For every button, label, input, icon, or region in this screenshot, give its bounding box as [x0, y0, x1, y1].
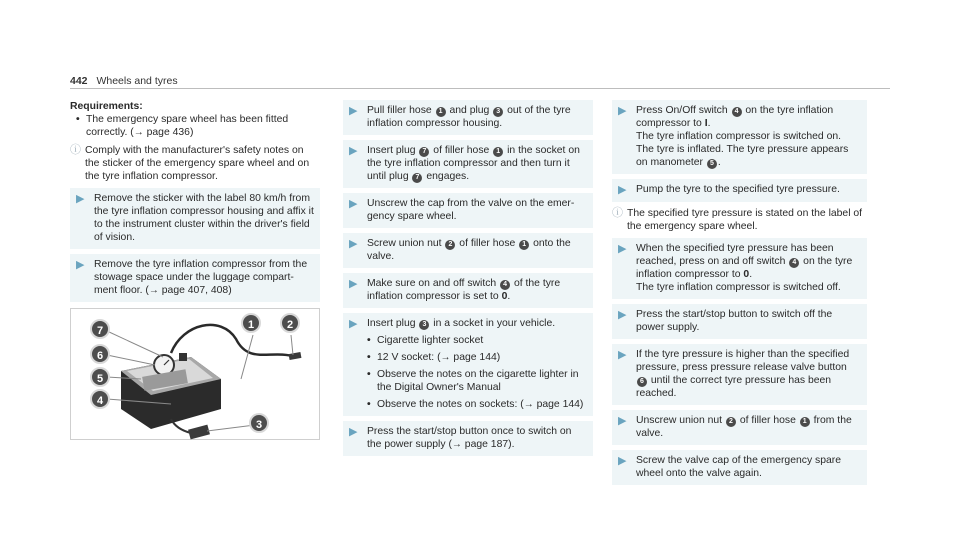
step-arrow-icon: ▶ — [618, 243, 627, 255]
step-arrow-icon: ▶ — [349, 105, 358, 117]
step-arrow-icon: ▶ — [349, 145, 358, 157]
callout-6: 6 — [90, 344, 110, 364]
step-remove-sticker: ▶ Remove the sticker with the label 80 km/h from the tyre inflation compressor housing and affix it to the instrument cluster within the driver's field of vision. — [70, 188, 320, 249]
step-power-on: ▶ Press the start/stop button once to switch on the power supply (→ page 187). — [343, 421, 593, 456]
list-item: • Cigarette lighter socket — [367, 335, 484, 346]
pressure-note: ⓘ The specified tyre pressure is stated on the label of the emergency spare wheel. — [612, 207, 863, 232]
callout-7: 7 — [90, 319, 110, 339]
arrow-right-icon: → — [148, 285, 159, 296]
step-arrow-icon: ▶ — [349, 198, 358, 210]
page-header — [70, 75, 178, 87]
step-insert-socket: ▶ Insert plug 3 in a socket in your vehicle. • Cigarette lighter socket • 12 V socket: (→ page 144) • Observe the notes on the cigarette lighter in the Digital Owner's Manual • Observe the notes on sockets: (→ page 144) — [343, 313, 593, 416]
bullet-dot: • — [76, 114, 80, 125]
column-1 — [70, 100, 320, 302]
arrow-right-icon: → — [451, 439, 462, 450]
step-arrow-icon: ▶ — [618, 105, 627, 117]
step-unscrew-nut: ▶ Unscrew union nut 2 of filler hose 1 from the valve. — [612, 410, 867, 445]
step-switch-off: ▶ When the specified tyre pressure has been reached, press on and off switch 4 on the tyre inflation compressor to 0. The tyre inflation compressor is switched off. — [612, 238, 867, 299]
step-arrow-icon: ▶ — [349, 426, 358, 438]
step-arrow-icon: ▶ — [618, 415, 627, 427]
step-arrow-icon: ▶ — [618, 455, 627, 467]
step-refit-cap: ▶ Screw the valve cap of the emergency spare wheel onto the valve again. — [612, 450, 867, 485]
info-icon: ⓘ — [612, 207, 623, 219]
step-pull-hose: ▶ Pull filler hose 1 and plug 3 out of the tyre inflation compressor housing. — [343, 100, 593, 135]
step-arrow-icon: ▶ — [618, 349, 627, 361]
info-icon: ⓘ — [70, 144, 81, 156]
step-arrow-icon: ▶ — [349, 278, 358, 290]
callout-1: 1 — [241, 313, 261, 333]
section-title: Wheels and tyres — [96, 75, 178, 87]
list-item: • Observe the notes on the cigarette lighter in the Digital Owner's Manual — [367, 369, 579, 393]
callout-4: 4 — [90, 389, 110, 409]
step-power-off: ▶ Press the start/stop button to switch off the power supply. — [612, 304, 867, 339]
step-screw-nut: ▶ Screw union nut 2 of filler hose 1 onto the valve. — [343, 233, 593, 268]
callout-2: 2 — [280, 313, 300, 333]
step-arrow-icon: ▶ — [618, 309, 627, 321]
step-remove-compressor: ▶ Remove the tyre inflation compressor from the stowage space under the luggage compart-ment floor. (→ page 407, 408) — [70, 254, 320, 302]
step-arrow-icon: ▶ — [349, 238, 358, 250]
page-number: 442 — [70, 75, 88, 87]
requirements-title: Requirements: — [70, 101, 143, 112]
callout-3: 3 — [249, 413, 269, 433]
column-3 — [612, 100, 867, 485]
header-divider — [70, 88, 890, 89]
step-check-switch: ▶ Make sure on and off switch 4 of the tyre inflation compressor is set to 0. — [343, 273, 593, 308]
compressor-illustration — [70, 308, 320, 440]
list-item: • Observe the notes on sockets: (→ page 144) — [367, 399, 584, 410]
step-insert-plug: ▶ Insert plug 7 of filler hose 1 in the socket on the tyre inflation compressor and then turn it until plug 7 engages. — [343, 140, 593, 188]
step-arrow-icon: ▶ — [76, 193, 85, 205]
arrow-right-icon: → — [440, 352, 451, 363]
step-pump-tyre: ▶ Pump the tyre to the specified tyre pressure. — [612, 179, 867, 202]
arrow-right-icon: → — [523, 399, 534, 410]
safety-note: ⓘ Comply with the manufacturer's safety notes on the sticker of the emergency spare wheel and on the tyre inflation compressor. — [70, 144, 310, 182]
step-arrow-icon: ▶ — [349, 318, 358, 330]
callout-5: 5 — [90, 367, 110, 387]
step-arrow-icon: ▶ — [618, 184, 627, 196]
step-switch-on: ▶ Press On/Off switch 4 on the tyre inflation compressor to I. The tyre inflation compressor is switched on. The tyre is inflated. The tyre pressure appears on manometer 5 . — [612, 100, 867, 174]
arrow-right-icon: → — [133, 127, 144, 138]
requirement-bullet: • The emergency spare wheel has been fitted correctly. (→ page 436) — [76, 114, 289, 138]
step-unscrew-cap: ▶ Unscrew the cap from the valve on the emer-gency spare wheel. — [343, 193, 593, 228]
step-release-pressure: ▶ If the tyre pressure is higher than the specified pressure, press pressure release valve button 6 until the correct tyre pressure has been reached. — [612, 344, 867, 405]
list-item: • 12 V socket: (→ page 144) — [367, 352, 501, 363]
column-2 — [343, 100, 593, 456]
step-arrow-icon: ▶ — [76, 259, 85, 271]
